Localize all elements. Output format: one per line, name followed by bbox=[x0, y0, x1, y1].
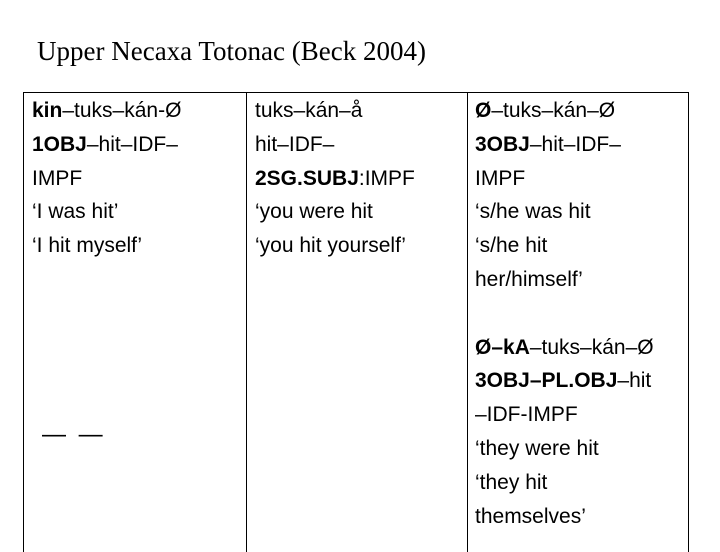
form-bold: Ø–kA bbox=[475, 335, 530, 359]
column-second-person bbox=[255, 94, 415, 263]
form-line-plural bbox=[475, 331, 654, 365]
gloss-line bbox=[32, 128, 181, 162]
translation-2: ‘you hit yourself’ bbox=[255, 234, 406, 258]
translation-2: ‘I hit myself’ bbox=[32, 234, 143, 258]
gloss-line-plural bbox=[475, 364, 654, 398]
translation-plural-3: themselves’ bbox=[475, 504, 586, 528]
empty-cell-mark: — — bbox=[42, 421, 106, 448]
form-rest: –tuks–kán–Ø bbox=[529, 335, 654, 359]
gloss-rest: :IMPF bbox=[358, 166, 415, 190]
gloss-line: hit–IDF– bbox=[255, 132, 335, 156]
form-bold: kin bbox=[32, 99, 63, 122]
form-rest: –tuks–kán–Ø bbox=[491, 99, 616, 122]
form-line bbox=[32, 94, 181, 128]
translation-1: ‘you were hit bbox=[255, 200, 373, 224]
gloss-rest: –hit–IDF– bbox=[86, 132, 178, 156]
gloss-bold: 1OBJ bbox=[32, 132, 87, 156]
paradigm-table bbox=[23, 92, 689, 552]
translation-plural-1: ‘they were hit bbox=[475, 436, 599, 460]
table-left-border bbox=[23, 92, 24, 552]
spacer bbox=[475, 297, 654, 331]
gloss-line bbox=[475, 128, 654, 162]
translation-1: ‘I was hit’ bbox=[32, 200, 119, 224]
translation-1: ‘s/he was hit bbox=[475, 200, 591, 224]
gloss-rest: –hit–IDF– bbox=[529, 132, 621, 156]
gloss-line-plural-2: –IDF-IMPF bbox=[475, 403, 578, 427]
table-right-border bbox=[688, 92, 689, 552]
gloss-rest: –hit bbox=[617, 369, 652, 393]
gloss-bold: 3OBJ bbox=[475, 132, 530, 156]
column-first-person bbox=[32, 94, 181, 263]
gloss-bold: 2SG.SUBJ bbox=[255, 166, 359, 190]
form-line bbox=[475, 94, 654, 128]
gloss-line-2: IMPF bbox=[475, 166, 526, 190]
translation-2: ‘s/he hit bbox=[475, 234, 548, 258]
translation-plural-2: ‘they hit bbox=[475, 470, 548, 494]
column-third-person bbox=[475, 94, 654, 533]
gloss-line-2: IMPF bbox=[32, 166, 83, 190]
translation-3: her/himself’ bbox=[475, 267, 583, 291]
column-divider-2 bbox=[467, 92, 468, 552]
slide-title: Upper Necaxa Totonac (Beck 2004) bbox=[37, 36, 426, 66]
form-line: tuks–kán–å bbox=[255, 99, 363, 122]
gloss-line-2 bbox=[255, 162, 415, 196]
form-bold: Ø bbox=[475, 99, 492, 122]
form-rest: –tuks–kán-Ø bbox=[62, 99, 182, 122]
column-divider-1 bbox=[246, 92, 247, 552]
gloss-bold: 3OBJ–PL.OBJ bbox=[475, 369, 618, 393]
table-top-border bbox=[23, 92, 689, 93]
